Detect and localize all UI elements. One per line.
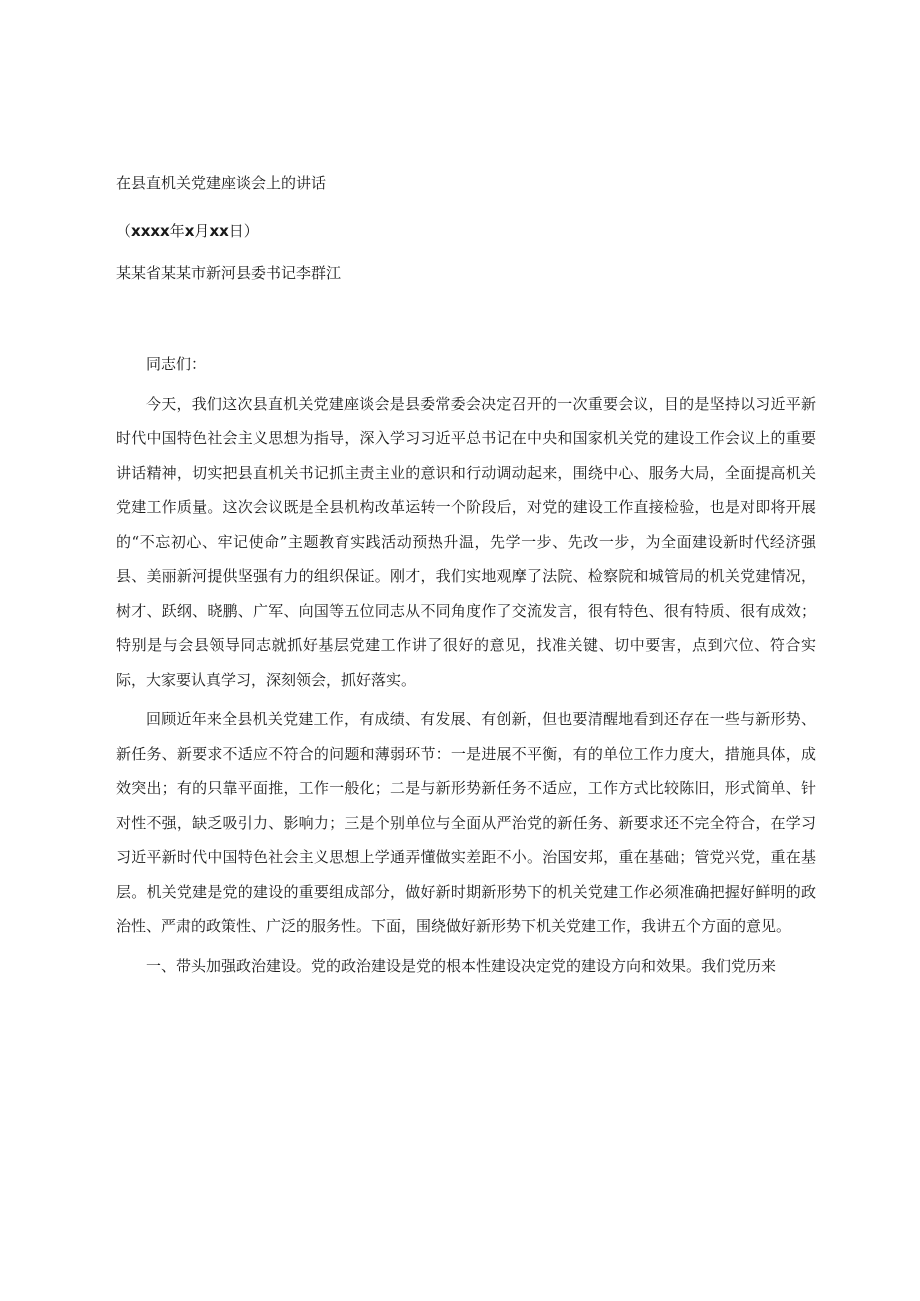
body-paragraph: 今天，我们这次县直机关党建座谈会是县委常委会决定召开的一次重要会议，目的是坚持以习近平新时代中国特色社会主义思想为指导，深入学习习近平总书记在中央和国家机关党的建设工作会议上的重要讲话精神，切实把县直机关书记抓主责主业的意识和行动调动起来，围绕中心、服务大局，全面提高机关党建工作质量。这次会议既是全县机构改革运转一个阶段后，对党的建设工作直接检验，也是对即将开展的“不忘初心、牢记使命”主题教育实践活动预热升温，先学一步、先改一步，为全面建设新时代经济强县、美丽新河提供坚强有力的组织保证。刚才，我们实地观摩了法院、检察院和城管局的机关党建情况，树才、跃纲、晓鹏、广军、向国等五位同志从不同角度作了交流发言，很有特色、很有特质、很有成效；特别是与会县领导同志就抓好基层党建工作讲了很好的意见，找准关键、切中要害，点到穴位、符合实际，大家要认真学习，深刻领会，抓好落实。 [116,394,816,689]
document-author: 某某省某某市新河县委书记李群江 [116,264,342,282]
date-year-unit: 年 [169,222,185,240]
document-date [116,220,259,242]
date-day-unit: 日） [228,222,259,240]
date-month: x [184,222,195,240]
date-day: xx [209,222,229,240]
document-title: 在县直机关党建座谈会上的讲话 [116,174,327,192]
body-paragraph: 回顾近年来全县机关党建工作，有成绩、有发展、有创新，但也要清醒地看到还存在一些与新形势、新任务、新要求不适应不符合的问题和薄弱环节：一是进展不平衡，有的单位工作力度大，措施具体，成效突出；有的只靠平面推，工作一般化；二是与新形势新任务不适应，工作方式比较陈旧，形式简单、针对性不强，缺乏吸引力、影响力；三是个别单位与全面从严治党的新任务、新要求还不完全符合，在学习习近平新时代中国特色社会主义思想上学通弄懂做实差距不小。治国安邦，重在基础；管党兴党，重在基层。机关党建是党的建设的重要组成部分，做好新时期新形势下的机关党建工作必须准确把握好鲜明的政治性、严肃的政策性、广泛的服务性。下面，围绕做好新形势下机关党建工作，我讲五个方面的意见。 [116,710,816,935]
body-paragraph: 一、带头加强政治建设。党的政治建设是党的根本性建设决定党的建设方向和效果。我们党历来 [146,956,777,975]
document-body [116,347,816,983]
date-year: xxxx [131,222,170,240]
greeting: 同志们： [146,355,207,373]
date-open-paren: （ [116,222,132,240]
date-month-unit: 月 [194,222,210,240]
